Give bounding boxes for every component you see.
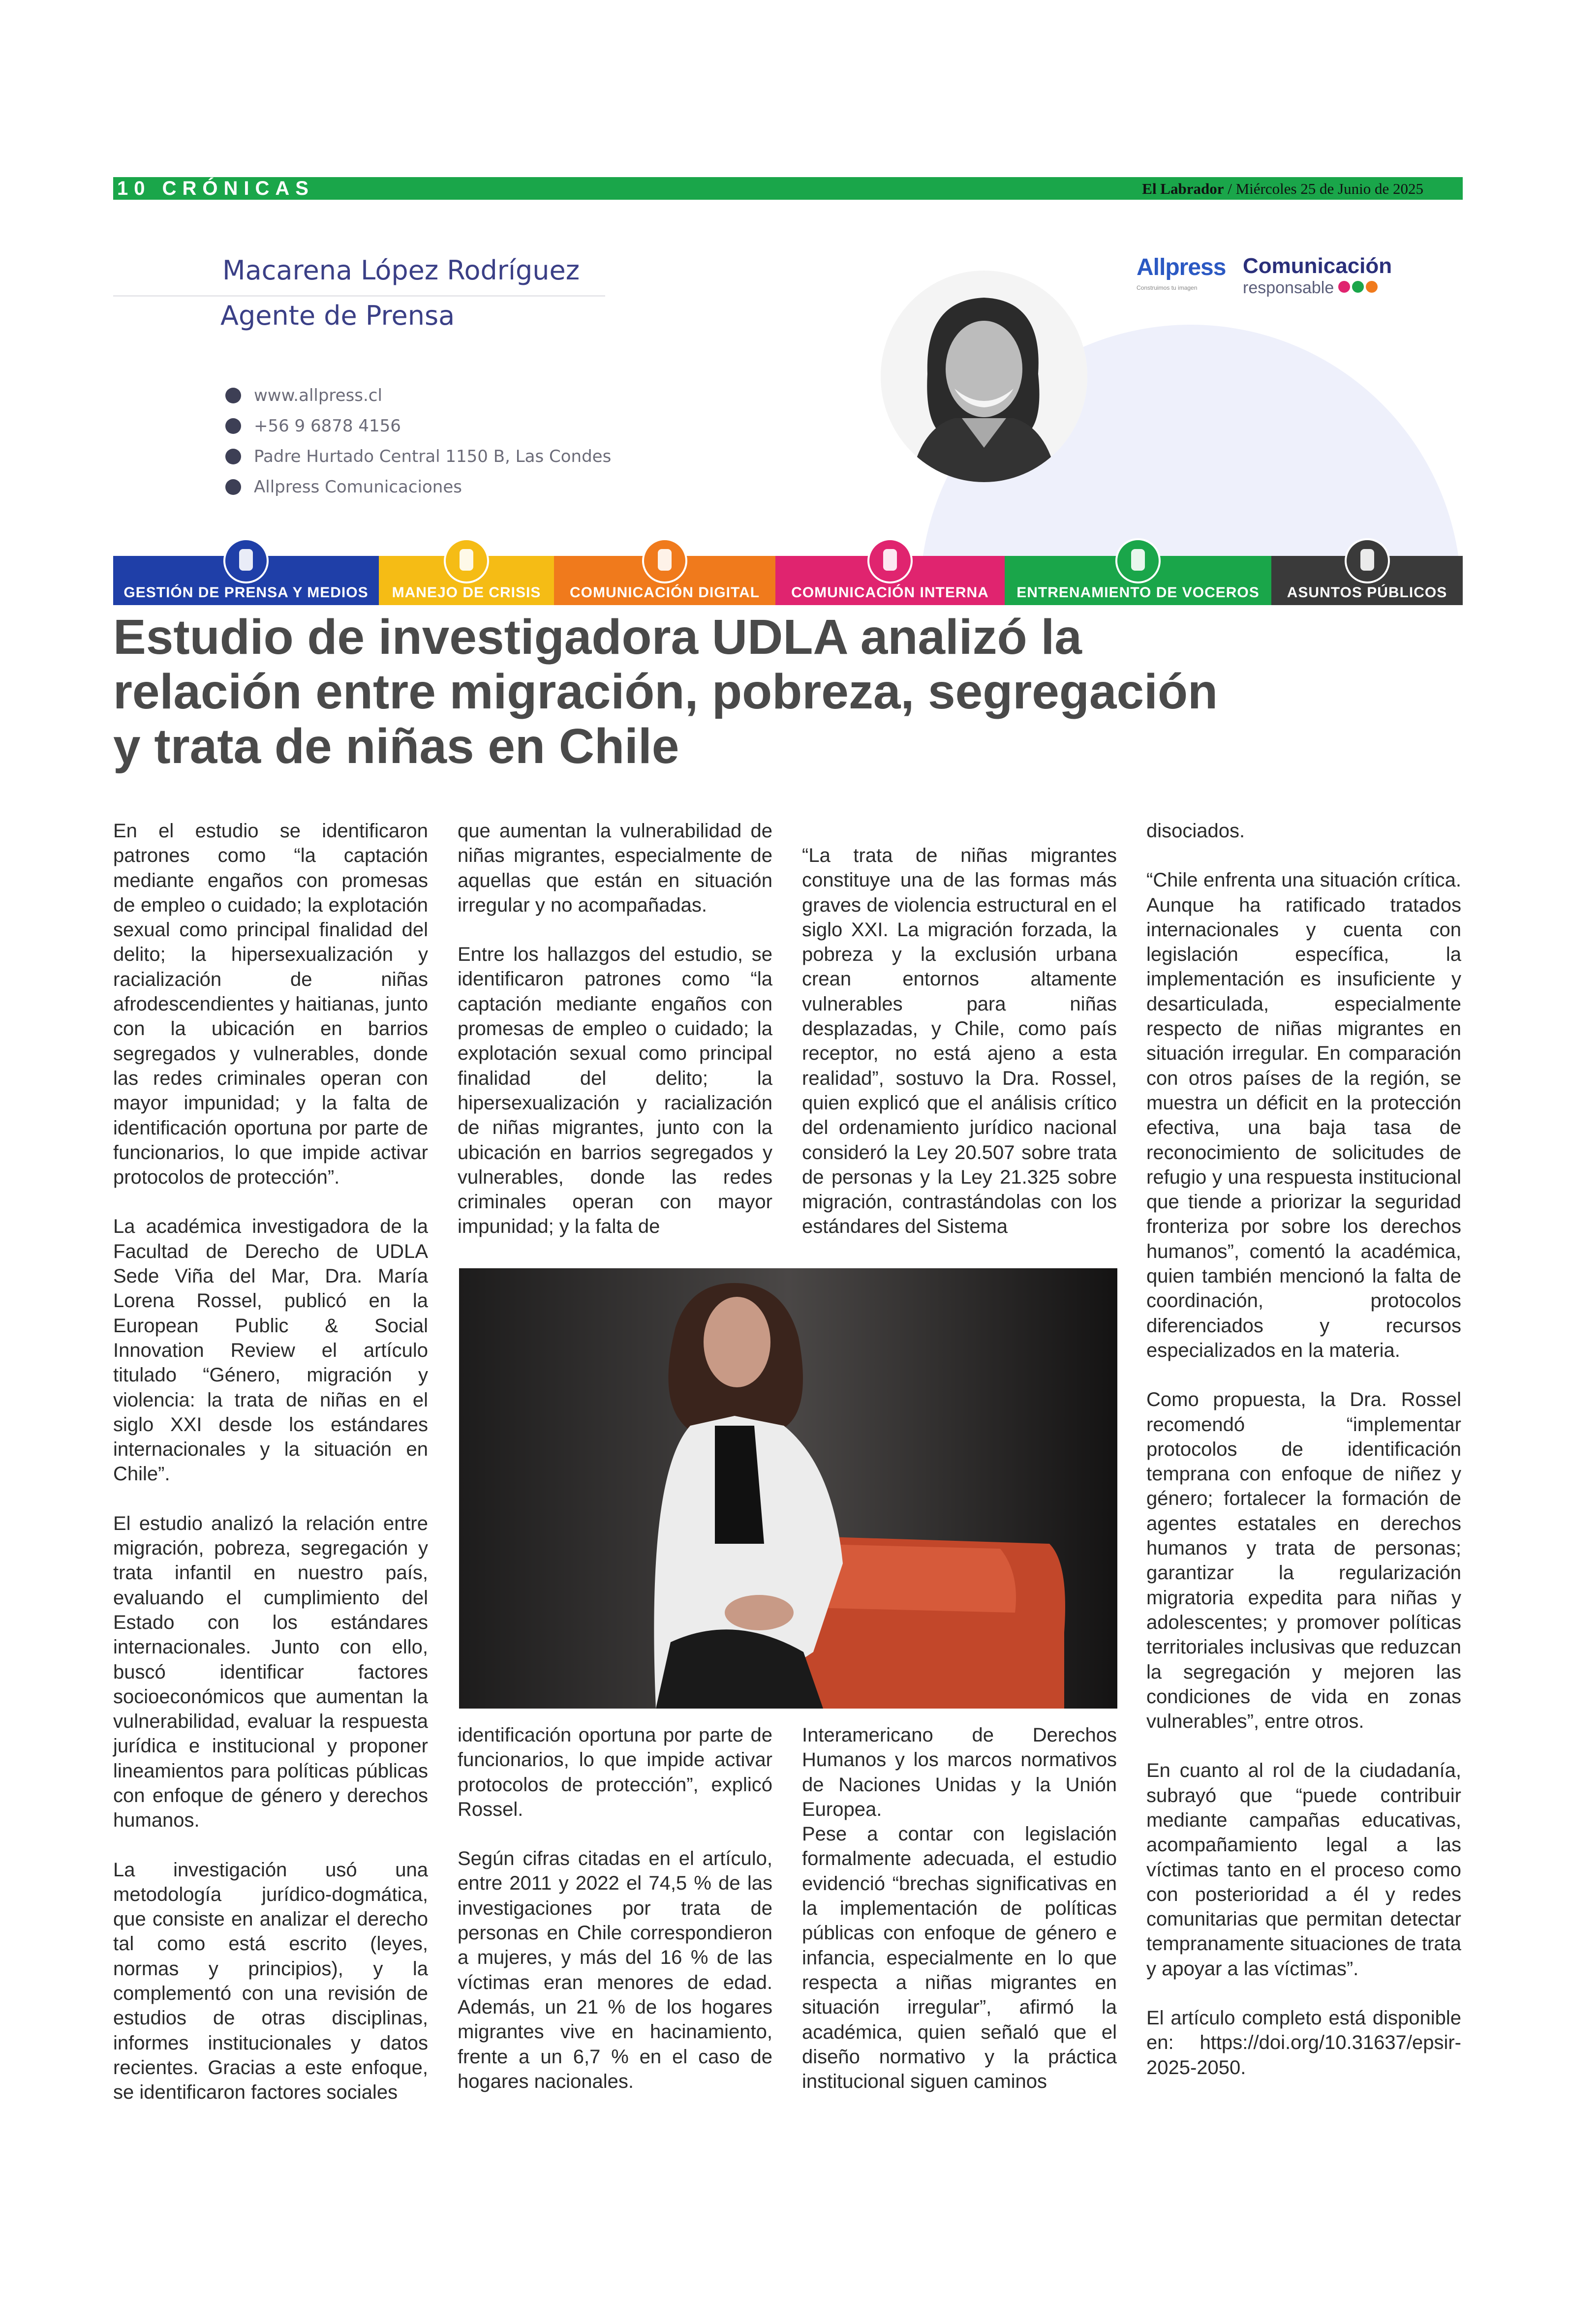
- dot-icon: [1338, 281, 1350, 293]
- service-public-affairs: [1271, 556, 1463, 605]
- website-contact: [225, 386, 382, 405]
- whatsapp-icon: [225, 418, 241, 434]
- service-label: ASUNTOS PÚBLICOS: [1287, 584, 1447, 601]
- section-header-bar: [113, 177, 1463, 200]
- phone-contact: [225, 416, 401, 436]
- service-crisis: [379, 556, 554, 605]
- paragraph: Como propuesta, la Dra. Rossel recomendó “implementar protocolos de identificación temprana con enfoque de niñez y género; fortalecer la formación de agentes estatales en derechos humanos y trata de personas; garantizar la regularización migratoria expedita para niñas y adolescentes; y promover políticas territoriales inclusivas que reduzcan la segregación y mejoren las condiciones de vida en zonas vulnerables”, entre otros.: [1146, 1389, 1461, 1733]
- paragraph: La académica investigadora de la Facultad de Derecho de UDLA Sede Viña del Mar, Dra. María Lorena Rossel, publicó en la European Public & Social Innovation Review el artículo titulado “Género, migración y violencia: la trata de niñas en el siglo XXI desde los estándares internacionales y la situación en Chile”.: [113, 1216, 428, 1485]
- paragraph: Según cifras citadas en el artículo, entre 2011 y 2022 el 74,5 % de las investigaciones por trata de personas en Chile correspondieron a mujeres, y más del 16 % de las víctimas eran menores de edad. Además, un 21 % de los hogares migrantes vive en hacinamiento, frente a un 6,7 % en el caso de hogares nacionales.: [458, 1848, 772, 2092]
- paragraph: que aumentan la vulnerabilidad de niñas migrantes, especialmente de aquellas que están en situación irregular y no acompañadas.: [458, 820, 772, 916]
- comunicacion-logo: Comunicación: [1243, 254, 1392, 278]
- linkedin-icon: [225, 479, 241, 495]
- service-internal: [775, 556, 1005, 605]
- service-label: COMUNICACIÓN INTERNA: [791, 584, 989, 601]
- megaphone-icon: [867, 538, 913, 583]
- service-label: MANEJO DE CRISIS: [392, 584, 541, 601]
- linkedin-contact: [225, 477, 462, 497]
- responsable-logo: responsable: [1243, 278, 1334, 297]
- service-digital: [554, 556, 775, 605]
- article-headline: Estudio de investigadora UDLA analizó la relación entre migración, pobreza, segregación y trata de niñas en Chile: [113, 610, 1218, 774]
- document-icon: [1345, 538, 1390, 583]
- service-label: ENTRENAMIENTO DE VOCEROS: [1016, 584, 1260, 601]
- paragraph: “Chile enfrenta una situación crítica. Aunque ha ratificado tratados internacionales y cuenta con legislación específica, la implementación es insuficiente y desarticulada, especialmente respecto de niñas migrantes en situación irregular. En comparación con otros países de la región, se muestra un déficit en la protección efectiva, una baja tasa de reconocimiento de solicitudes de refugio y una respuesta institucional que tiende a priorizar la seguridad fronteriza por sobre los derechos humanos”, comentó la académica, quien también mencionó la falta de coordinación, protocolos diferenciados y recursos especializados en la materia.: [1146, 869, 1461, 1361]
- microphone-icon: [223, 538, 269, 583]
- article-column-4: [1146, 819, 1461, 2080]
- allpress-logo: Allpress: [1137, 254, 1226, 280]
- service-press: [113, 556, 379, 605]
- article-column-3-bottom: [802, 1723, 1117, 2094]
- article-column-1: [113, 819, 428, 2105]
- smartphone-icon: [642, 538, 687, 583]
- agent-name: Macarena López Rodríguez: [222, 255, 580, 286]
- service-spokesperson: [1005, 556, 1271, 605]
- globe-icon: [225, 388, 241, 403]
- services-bar: [113, 556, 1463, 605]
- paragraph: En cuanto al rol de la ciudadanía, subrayó que “puede contribuir mediante campañas educativas, acompañamiento legal a las víctimas tanto en el proceso como con posterioridad a él y redes comunitarias que permitan detectar tempranamente situaciones de trata y apoyar a las víctimas”.: [1146, 1760, 1461, 1980]
- paragraph: El artículo completo está disponible en: https://doi.org/10.31637/epsir-2025-2050.: [1146, 2007, 1461, 2079]
- address-contact: [225, 447, 611, 466]
- location-pin-icon: [225, 449, 241, 464]
- service-label: COMUNICACIÓN DIGITAL: [569, 584, 760, 601]
- agent-portrait: [881, 271, 1087, 482]
- paragraph: Pese a contar con legislación formalmente adecuada, el estudio evidenció “brechas significativas en la implementación de políticas públicas con enfoque de género e infancia, especialmente en lo que respecta a niñas migrantes en situación irregular”, afirmó la académica, quien señaló que el diseño normativo y la práctica institucional siguen caminos: [802, 1823, 1117, 2093]
- service-label: GESTIÓN DE PRENSA Y MEDIOS: [123, 584, 369, 601]
- paragraph: La investigación usó una metodología jurídico-dogmática, que consiste en analizar el derecho tal como está escrito (leyes, normas y principios), y la complementó con una revisión de estudios de otras disciplinas, informes institucionales y datos recientes. Gracias a este enfoque, se identificaron factores sociales: [113, 1859, 428, 2104]
- allpress-tagline: Construimos tu imagen: [1137, 284, 1198, 291]
- paragraph: “La trata de niñas migrantes constituye una de las formas más graves de violencia estructural en el siglo XXI. La migración forzada, la pobreza y la exclusión urbana crean entornos altamente vulnerables para niñas desplazadas, y Chile, como país receptor, no está ajeno a esta realidad”, sostuvo la Dra. Rossel, quien explicó que el análisis crítico del ordenamiento jurídico nacional consideró la Ley 20.507 sobre trata de personas y la Ley 21.325 sobre migración, contrastándolas con los estándares del Sistema: [802, 845, 1117, 1238]
- newspaper-name: El Labrador: [1142, 180, 1224, 197]
- allpress-advertisement: [113, 212, 1463, 605]
- presenter-icon: [1115, 538, 1161, 583]
- fire-extinguisher-icon: [444, 538, 489, 583]
- linkedin-text: Allpress Comunicaciones: [254, 477, 462, 497]
- paragraph: El estudio analizó la relación entre migración, pobreza, segregación y trata infantil en nuestro país, evaluando el cumplimiento del Estado con los estándares internacionales. Junto con ello, buscó identificar factores socioeconómicos que aumentan la vulnerabilidad, evaluar la respuesta jurídica e institucional y proponer lineamientos para políticas públicas con enfoque de género y derechos humanos.: [113, 1512, 428, 1832]
- agent-role: Agente de Prensa: [220, 300, 455, 331]
- dot-icon: [1366, 281, 1378, 293]
- researcher-photo: [459, 1268, 1117, 1709]
- paragraph: Entre los hallazgos del estudio, se identificaron patrones como “la captación mediante engaños con promesas de empleo o cuidado; la explotación sexual como principal finalidad del delito; la hipersexualización y racialización de niñas migrantes, junto con la ubicación en barrios segregados y vulnerables, donde las redes criminales operan con mayor impunidad; y la falta de: [458, 944, 772, 1238]
- issue-date: [1142, 180, 1423, 198]
- section-label: 10 CRÓNICAS: [117, 178, 314, 199]
- brand-dots: [1338, 281, 1380, 295]
- paragraph: disociados.: [1146, 820, 1245, 842]
- article-column-2-top: [458, 819, 772, 1239]
- date-text: / Miércoles 25 de Junio de 2025: [1224, 180, 1423, 197]
- divider: [113, 295, 605, 297]
- website-text: www.allpress.cl: [254, 386, 382, 405]
- paragraph: identificación oportuna por parte de funcionarios, lo que impide activar protocolos de protección”, explicó Rossel.: [458, 1724, 772, 1820]
- address-text: Padre Hurtado Central 1150 B, Las Condes: [254, 447, 612, 466]
- paragraph: En el estudio se identificaron patrones como “la captación mediante engaños con promesas de empleo o cuidado; la explotación sexual como principal finalidad del delito; la hipersexualización y racialización de niñas afrodescendientes y haitianas, junto con la ubicación en barrios segregados y vulnerables, donde las redes criminales operan con mayor impunidad; y la falta de identificación oportuna por parte de funcionarios, lo que impide activar protocolos de protección”.: [113, 820, 428, 1189]
- dot-icon: [1352, 281, 1364, 293]
- article-column-3-top: [802, 843, 1117, 1239]
- phone-text: +56 9 6878 4156: [254, 416, 401, 436]
- article-column-2-bottom: [458, 1723, 772, 2094]
- paragraph: Interamericano de Derechos Humanos y los marcos normativos de Naciones Unidas y la Unión Europea.: [802, 1724, 1117, 1820]
